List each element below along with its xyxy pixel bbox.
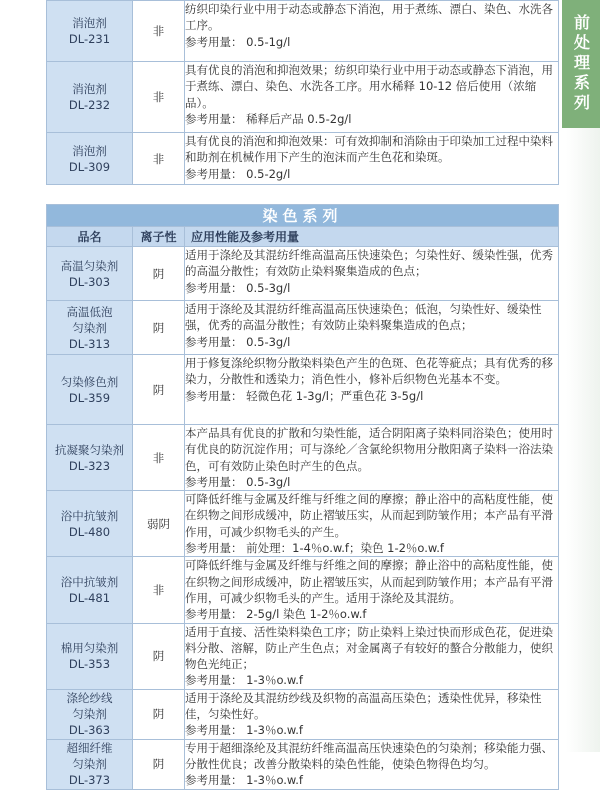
table-row xyxy=(47,739,559,789)
header-application: 应用性能及参考用量 xyxy=(185,227,559,247)
reference-dosage: 参考用量： 0.5-2g/l xyxy=(185,166,291,181)
ionic-type: 阴 xyxy=(133,247,185,301)
defoamer-table xyxy=(46,0,559,185)
table-row xyxy=(47,689,559,739)
ionic-type: 阴 xyxy=(133,301,185,355)
reference-dosage: 参考用量： 1-3％o.w.f xyxy=(185,773,303,788)
section-tab-label: 前处理系列 xyxy=(571,14,591,114)
application-description: 适用于涤纶及其混纺纤维高温高压快速染色；匀染性好、缓染性强，优秀的高温分散性；有效防止染料聚集造成的色点； xyxy=(185,248,553,279)
application-description: 具有优良的消泡和抑泡效果：可有效抑制和消除由于印染加工过程中染料和助剂在机械作用下产生的泡沫而产生色花和染斑。 xyxy=(185,134,553,165)
application-cell xyxy=(185,1,559,62)
application-description: 适用于涤纶及其混纺纤维高温高压快速染色；低泡，匀染性好、缓染性强，优秀的高温分散性；有效防止染料聚集造成的色点； xyxy=(185,302,542,333)
application-description: 可降低纤维与金属及纤维与纤维之间的摩擦；静止浴中的高粘度性能，使在织物之间形成缓冲，防止褶皱压实，从而起到防皱作用；本产品有平滑作用，可减少织物毛头的产生。适用于涤纶及其混纺。 xyxy=(185,558,553,605)
section-tab xyxy=(562,0,600,128)
ionic-type: 非 xyxy=(133,425,185,491)
application-description: 可降低纤维与金属及纤维与纤维之间的摩擦；静止浴中的高粘度性能，使在织物之间形成缓冲，防止褶皱压实，从而起到防皱作用；本产品有平滑作用，可减少织物毛头的产生。 xyxy=(185,492,553,539)
application-description: 本产品具有优良的扩散和匀染性能，适合阴阳离子染料同浴染色；使用时有优良的防沉淀作用；可与涤纶／含氯纶织物用分散阳离子染料一浴法染色，可有效防止染色时产生的色点。 xyxy=(185,426,553,473)
application-cell xyxy=(185,689,559,739)
application-cell xyxy=(185,491,559,557)
application-cell xyxy=(185,557,559,623)
table-row xyxy=(47,355,559,425)
product-name: 消泡剂 DL-309 xyxy=(47,133,133,185)
dyeing-series-title: 染色系列 xyxy=(47,205,559,227)
table-row xyxy=(47,491,559,557)
reference-dosage: 参考用量： 1-3％o.w.f xyxy=(185,723,303,738)
table-row xyxy=(47,623,559,689)
product-name: 浴中抗皱剂 DL-481 xyxy=(47,557,133,623)
product-name: 超细纤维 匀染剂 DL-373 xyxy=(47,739,133,789)
reference-dosage: 参考用量： 0.5-1g/l xyxy=(185,34,291,49)
application-cell xyxy=(185,62,559,133)
product-name: 浴中抗皱剂 DL-480 xyxy=(47,491,133,557)
ionic-type: 非 xyxy=(133,133,185,185)
header-ion: 离子性 xyxy=(133,227,185,247)
product-name: 棉用匀染剂 DL-353 xyxy=(47,623,133,689)
reference-dosage: 参考用量： 2-5g/l 染色 1-2％o.w.f xyxy=(185,607,367,622)
product-name: 消泡剂 DL-232 xyxy=(47,62,133,133)
ionic-type: 阴 xyxy=(133,355,185,425)
application-description: 适用于直接、活性染料染色工序；防止染料上染过快而形成色花，促进染料分散、溶解，防止产生色点；对金属离子有较好的螯合分散能力，使织物色光纯正； xyxy=(185,624,553,672)
application-cell xyxy=(185,247,559,301)
application-description: 纺织印染行业中用于动态或静态下消泡，用于煮练、漂白、染色、水洗各工序。 xyxy=(185,2,553,33)
dyeing-series-table xyxy=(46,204,559,790)
reference-dosage: 参考用量： 1-3％o.w.f xyxy=(185,673,303,688)
ionic-type: 弱阴 xyxy=(133,491,185,557)
reference-dosage: 参考用量： 稀释后产品 0.5-2g/l xyxy=(185,111,352,126)
product-name: 抗凝聚匀染剂 DL-323 xyxy=(47,425,133,491)
application-cell xyxy=(185,739,559,789)
table-row xyxy=(47,247,559,301)
ionic-type: 阴 xyxy=(133,623,185,689)
table-row xyxy=(47,62,559,133)
side-strip xyxy=(566,128,600,752)
application-description: 用于修复涤纶织物分散染料染色产生的色斑、色花等疵点；具有优秀的移染力，分散性和透染力；消色性小，修补后织物色光基本不变。 xyxy=(185,356,553,387)
reference-dosage: 参考用量： 0.5-3g/l xyxy=(185,280,291,295)
table-row xyxy=(47,557,559,623)
reference-dosage: 参考用量： 轻微色花 1-3g/l；严重色花 3-5g/l xyxy=(185,388,424,403)
application-cell xyxy=(185,301,559,355)
ionic-type: 非 xyxy=(133,62,185,133)
ionic-type: 阴 xyxy=(133,689,185,739)
product-name: 匀染修色剂 DL-359 xyxy=(47,355,133,425)
product-name: 消泡剂 DL-231 xyxy=(47,1,133,62)
reference-dosage: 参考用量： 0.5-3g/l xyxy=(185,474,291,489)
application-description: 适用于涤纶及其混纺纱线及织物的高温高压染色；透染性优异，移染性佳，匀染性好。 xyxy=(185,690,542,722)
application-cell xyxy=(185,623,559,689)
table-row xyxy=(47,1,559,62)
header-name: 品名 xyxy=(47,227,133,247)
application-cell xyxy=(185,355,559,425)
ionic-type: 阴 xyxy=(133,739,185,789)
ionic-type: 非 xyxy=(133,1,185,62)
table-row xyxy=(47,133,559,185)
table-row xyxy=(47,425,559,491)
product-name: 高温匀染剂 DL-303 xyxy=(47,247,133,301)
table-row xyxy=(47,301,559,355)
application-description: 具有优良的消泡和抑泡效果；纺织印染行业中用于动态或静态下消泡，用于煮练、漂白、染色、水洗各工序。用水稀释 10-12 倍后使用（浓缩品）。 xyxy=(185,63,553,110)
reference-dosage: 参考用量： 0.5-3g/l xyxy=(185,334,291,349)
application-cell xyxy=(185,425,559,491)
application-cell xyxy=(185,133,559,185)
product-name: 高温低泡 匀染剂 DL-313 xyxy=(47,301,133,355)
reference-dosage: 参考用量： 前处理：1-4％o.w.f；染色 1-2％o.w.f xyxy=(185,541,444,556)
ionic-type: 非 xyxy=(133,557,185,623)
product-name: 涤纶纱线 匀染剂 DL-363 xyxy=(47,689,133,739)
application-description: 专用于超细涤纶及其混纺纤维高温高压快速染色的匀染剂；移染能力强、分散性优良；改善分散染料的染色性能，使染色物得色均匀。 xyxy=(185,740,553,771)
